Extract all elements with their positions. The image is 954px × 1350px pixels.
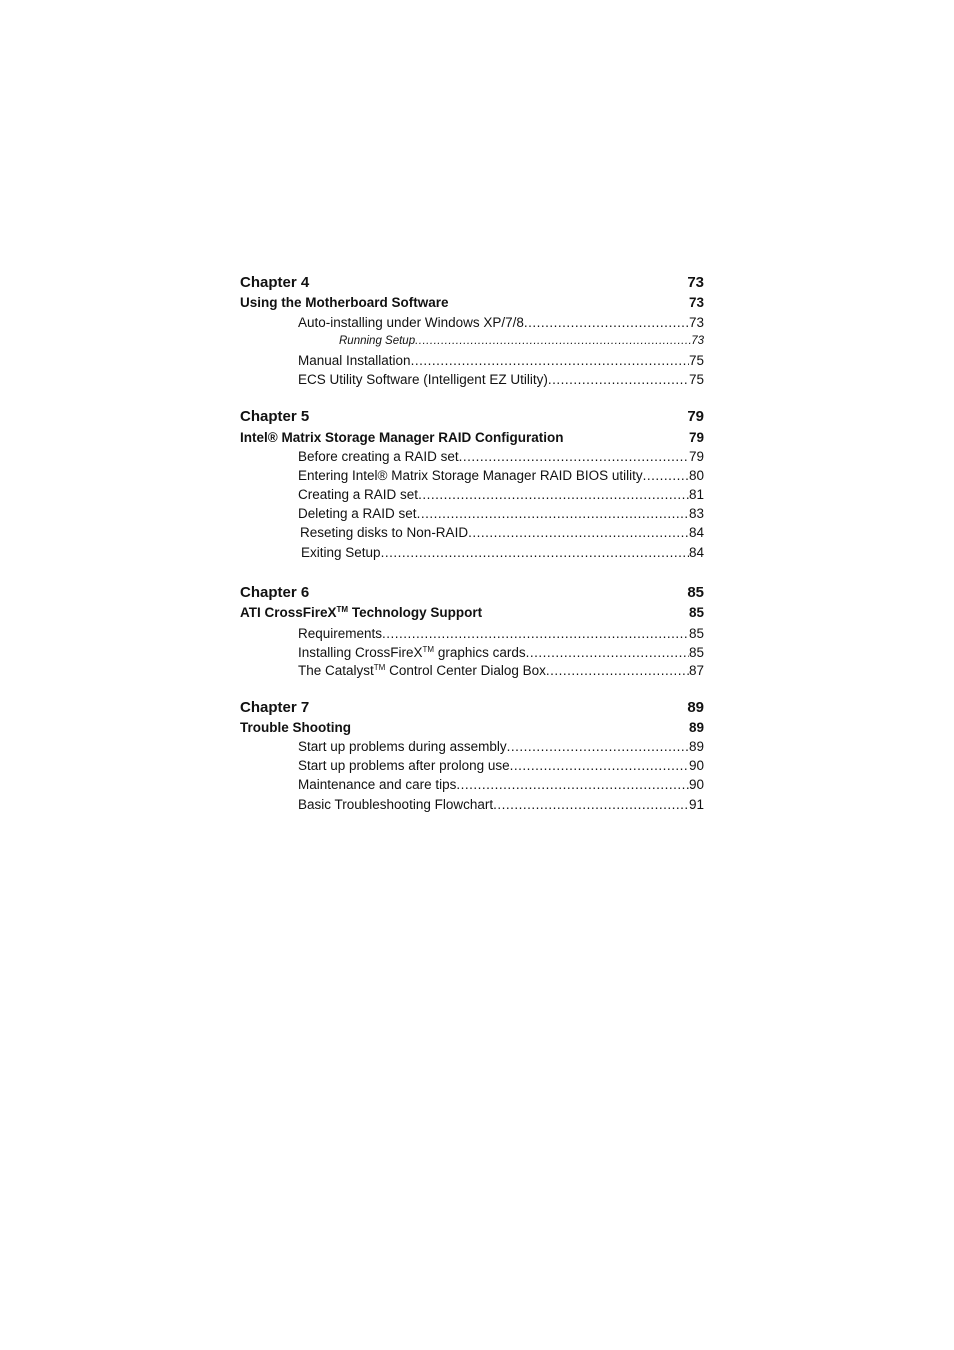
entry-page-number: 85 — [688, 645, 704, 660]
toc-entry[interactable] — [298, 756, 704, 775]
entry-page-number: 90 — [688, 777, 704, 792]
toc-entry[interactable] — [298, 737, 704, 756]
leader-dots — [415, 333, 691, 350]
entry-page-number: 85 — [688, 626, 704, 641]
entry-label: Auto-installing under Windows XP/7/8 — [298, 315, 524, 330]
chapter-page-number: 73 — [687, 274, 704, 291]
section-heading[interactable] — [240, 603, 704, 623]
entry-page-number: 81 — [688, 487, 704, 502]
leader-dots — [526, 643, 689, 662]
entry-label: Requirements — [298, 626, 383, 641]
entry-page-number: 91 — [688, 797, 704, 812]
chapter-heading[interactable] — [240, 582, 704, 604]
chapter-label: Chapter 5 — [240, 408, 310, 425]
section-page-number: 79 — [688, 430, 704, 445]
entry-label: Creating a RAID set — [298, 487, 419, 502]
entry-page-number: 89 — [688, 739, 704, 754]
entry-page-number: 75 — [688, 372, 704, 387]
section-title: ATI CrossFireX™ Technology Support — [240, 605, 483, 620]
entry-label: Start up problems during assembly — [298, 739, 507, 754]
section-heading[interactable] — [240, 293, 704, 313]
chapter-page-number: 79 — [687, 408, 704, 425]
leader-dots — [417, 504, 689, 523]
toc-entry[interactable] — [301, 543, 704, 562]
entry-label: ECS Utility Software (Intelligent EZ Utility) — [298, 372, 548, 387]
entry-label: Running Setup — [339, 335, 416, 347]
leader-dots — [507, 737, 689, 756]
entry-label: Start up problems after prolong use — [298, 758, 510, 773]
toc-entry[interactable] — [298, 504, 704, 523]
leader-dots — [456, 775, 689, 794]
toc-entry[interactable] — [298, 447, 704, 466]
entry-label: Manual Installation — [298, 353, 411, 368]
entry-label: Exiting Setup — [301, 545, 381, 560]
chapter-heading[interactable] — [240, 406, 704, 428]
trademark-mark: TM — [373, 663, 386, 672]
entry-label: Entering Intel® Matrix Storage Manager RAID BIOS utility — [298, 468, 643, 483]
leader-dots — [548, 370, 689, 389]
entry-label: Before creating a RAID set — [298, 449, 459, 464]
chapter-page-number: 85 — [687, 584, 704, 601]
leader-dots — [546, 661, 689, 680]
entry-page-number: 73 — [688, 315, 704, 330]
entry-label: Deleting a RAID set — [298, 506, 417, 521]
section-heading[interactable] — [240, 428, 704, 448]
leader-dots — [643, 466, 689, 485]
toc-entry[interactable] — [298, 661, 704, 680]
toc-entry[interactable] — [300, 523, 704, 542]
entry-label: Reseting disks to Non-RAID — [300, 525, 469, 540]
chapter-label: Chapter 7 — [240, 699, 310, 716]
toc-entry[interactable] — [298, 775, 704, 794]
toc-entry[interactable] — [298, 466, 704, 485]
toc-entry[interactable] — [298, 485, 704, 504]
leader-dots — [459, 447, 689, 466]
toc-entry[interactable] — [298, 624, 704, 643]
entry-page-number: 80 — [688, 468, 704, 483]
trademark-mark: TM — [336, 605, 349, 614]
leader-dots — [493, 795, 689, 814]
toc-entry[interactable] — [298, 370, 704, 389]
section-page-number: 73 — [688, 295, 704, 310]
entry-label: Maintenance and care tips — [298, 777, 457, 792]
leader-dots — [510, 756, 689, 775]
entry-label: The Catalyst™ Control Center Dialog Box — [298, 663, 546, 678]
leader-dots — [418, 485, 689, 504]
leader-dots — [411, 351, 689, 370]
chapter-heading[interactable] — [240, 697, 704, 719]
leader-dots — [381, 543, 689, 562]
entry-page-number: 79 — [688, 449, 704, 464]
section-heading[interactable] — [240, 718, 704, 738]
entry-page-number: 84 — [688, 525, 704, 540]
chapter-page-number: 89 — [687, 699, 704, 716]
section-title: Intel® Matrix Storage Manager RAID Configuration — [240, 430, 564, 445]
entry-page-number: 87 — [688, 663, 704, 678]
chapter-heading[interactable] — [240, 272, 704, 294]
toc-entry[interactable] — [298, 351, 704, 370]
chapter-label: Chapter 6 — [240, 584, 310, 601]
entry-page-number: 73 — [691, 335, 704, 347]
section-page-number: 85 — [688, 605, 704, 620]
leader-dots — [382, 624, 689, 643]
section-page-number: 89 — [688, 720, 704, 735]
leader-dots — [524, 313, 689, 332]
toc-entry[interactable] — [298, 313, 704, 332]
entry-label: Basic Troubleshooting Flowchart — [298, 797, 494, 812]
chapter-label: Chapter 4 — [240, 274, 310, 291]
leader-dots — [468, 523, 689, 542]
entry-page-number: 84 — [688, 545, 704, 560]
toc-subentry[interactable] — [339, 333, 704, 350]
entry-label: Installing CrossFireX™ graphics cards — [298, 645, 526, 660]
section-title: Using the Motherboard Software — [240, 295, 449, 310]
entry-page-number: 90 — [688, 758, 704, 773]
toc-entry[interactable] — [298, 643, 704, 662]
entry-page-number: 75 — [688, 353, 704, 368]
trademark-mark: TM — [422, 645, 435, 654]
section-title: Trouble Shooting — [240, 720, 351, 735]
entry-page-number: 83 — [688, 506, 704, 521]
toc-entry[interactable] — [298, 795, 704, 814]
